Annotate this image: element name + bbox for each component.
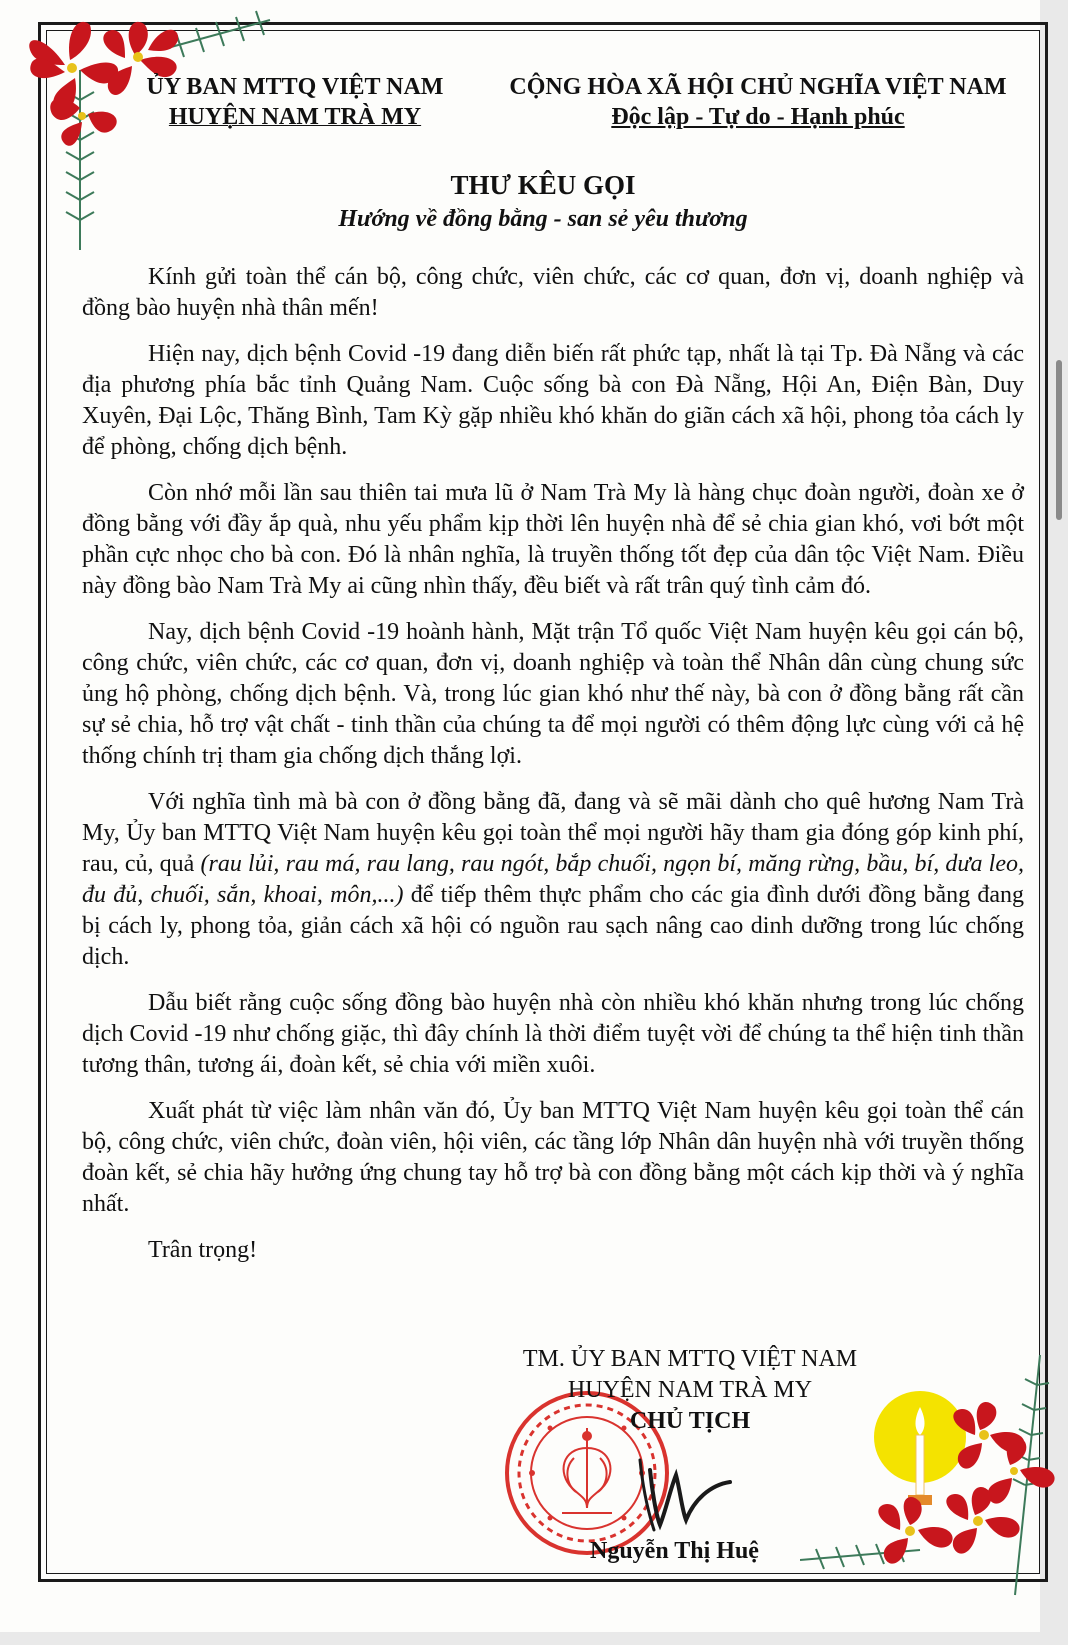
closing-salutation: Trân trọng! [148, 1237, 258, 1263]
paragraph: Còn nhớ mỗi lần sau thiên tai mưa lũ ở Nam Trà My là hàng chục đoàn người, đoàn xe ở đồng bằng với đầy ắp quà, nhu yếu phẩm kịp thời lên huyện nhà để sẻ chia gian khó, vơi bớt một phần cực nhọc cho bà con. Đó là nhân nghĩa, là truyền thống tốt đẹp của dân tộc Việt Nam. Điều này đồng bào Nam Trà My ai cũng nhìn thấy, đều biết và rất trân quý tình cảm đó. [82, 480, 1024, 599]
signer-position: CHỦ TỊCH [629, 1408, 751, 1434]
org-unit: HUYỆN NAM TRÀ MY [168, 104, 422, 130]
document-title: THƯ KÊU GỌI [450, 170, 636, 200]
scrollbar[interactable] [1056, 360, 1062, 520]
issuing-organization [120, 72, 470, 132]
document-subtitle: Hướng về đồng bằng - san sẻ yêu thương [338, 206, 748, 232]
paragraph-text: Với nghĩa tình mà bà con ở đồng bằng đã, đang và sẽ mãi dành cho quê hương Nam Trà My, Ủy ban MTTQ Việt Nam huyện kêu gọi toàn thể mọi người hãy tham gia đóng góp kinh phí, rau, củ, quả [82, 789, 1024, 877]
paragraph-text: để tiếp thêm thực phẩm cho các gia đình dưới đồng bằng đang bị cách ly, phong tỏa, giản cách xã hội có nguồn rau sạch nâng cao dinh dưỡng trong lúc chống dịch. [82, 882, 1025, 970]
signature-block [470, 1344, 910, 1437]
signer-name: Nguyễn Thị Huệ [590, 1538, 759, 1564]
paragraph: Dẫu biết rằng cuộc sống đồng bào huyện nhà còn nhiều khó khăn nhưng trong lúc chống dịch Covid -19 như chống giặc, thì đây chính là thời điểm tuyệt vời để chúng ta thể hiện tinh thần tương thân, tương ái, đoàn kết, sẻ chia với miền xuôi. [82, 990, 1024, 1078]
national-motto: Độc lập - Tự do - Hạnh phúc [611, 104, 905, 130]
national-header [482, 72, 1034, 132]
signature-org: TM. ỦY BAN MTTQ VIỆT NAM [522, 1346, 858, 1372]
paragraph: Xuất phát từ việc làm nhân văn đó, Ủy ban MTTQ Việt Nam huyện kêu gọi toàn thể cán bộ, công chức, viên chức, đoàn viên, hội viên, các tầng lớp Nhân dân huyện nhà với truyền thống đoàn kết, sẻ chia hãy hưởng ứng chung tay hỗ trợ bà con đồng bằng một cách kịp thời và ý nghĩa nhất. [82, 1098, 1024, 1217]
letter-body [82, 262, 1024, 1281]
org-name: ỦY BAN MTTQ VIỆT NAM [146, 74, 444, 100]
paragraph-greeting: Kính gửi toàn thể cán bộ, công chức, viên chức, các cơ quan, đơn vị, doanh nghiệp và đồng bào huyện nhà thân mến! [82, 264, 1024, 321]
nation-name: CỘNG HÒA XÃ HỘI CHỦ NGHĨA VIỆT NAM [509, 74, 1007, 100]
signature-unit: HUYỆN NAM TRÀ MY [567, 1377, 813, 1403]
paragraph [82, 787, 1024, 973]
handwritten-signature-icon [620, 1430, 760, 1540]
paragraph: Nay, dịch bệnh Covid -19 hoành hành, Mặt trận Tổ quốc Việt Nam huyện kêu gọi cán bộ, công chức, viên chức, các cơ quan, đơn vị, doanh nghiệp và toàn thể Nhân dân cùng chung sức ủng hộ phòng, chống dịch bệnh. Và, trong lúc gian khó như thế này, bà con ở đồng bằng rất cần sự sẻ chia, hỗ trợ vật chất - tinh thần của chúng ta để mọi người có thêm động lực cùng với cả hệ thống chính trị tham gia chống dịch thắng lợi. [82, 619, 1024, 769]
paragraph: Hiện nay, dịch bệnh Covid -19 đang diễn biến rất phức tạp, nhất là tại Tp. Đà Nẵng và các địa phương phía bắc tỉnh Quảng Nam. Cuộc sống bà con Đà Nẵng, Hội An, Điện Bàn, Duy Xuyên, Đại Lộc, Thăng Bình, Tam Kỳ gặp nhiều khó khăn do giãn cách xã hội, phong tỏa cách ly để phòng, chống dịch bệnh. [82, 341, 1024, 460]
produce-list: (rau lủi, rau má, rau lang, rau ngót, bắp chuối, ngọn bí, măng rừng, bầu, bí, dưa leo, đu đủ, chuối, sắn, khoai, môn,...) [82, 851, 1024, 908]
